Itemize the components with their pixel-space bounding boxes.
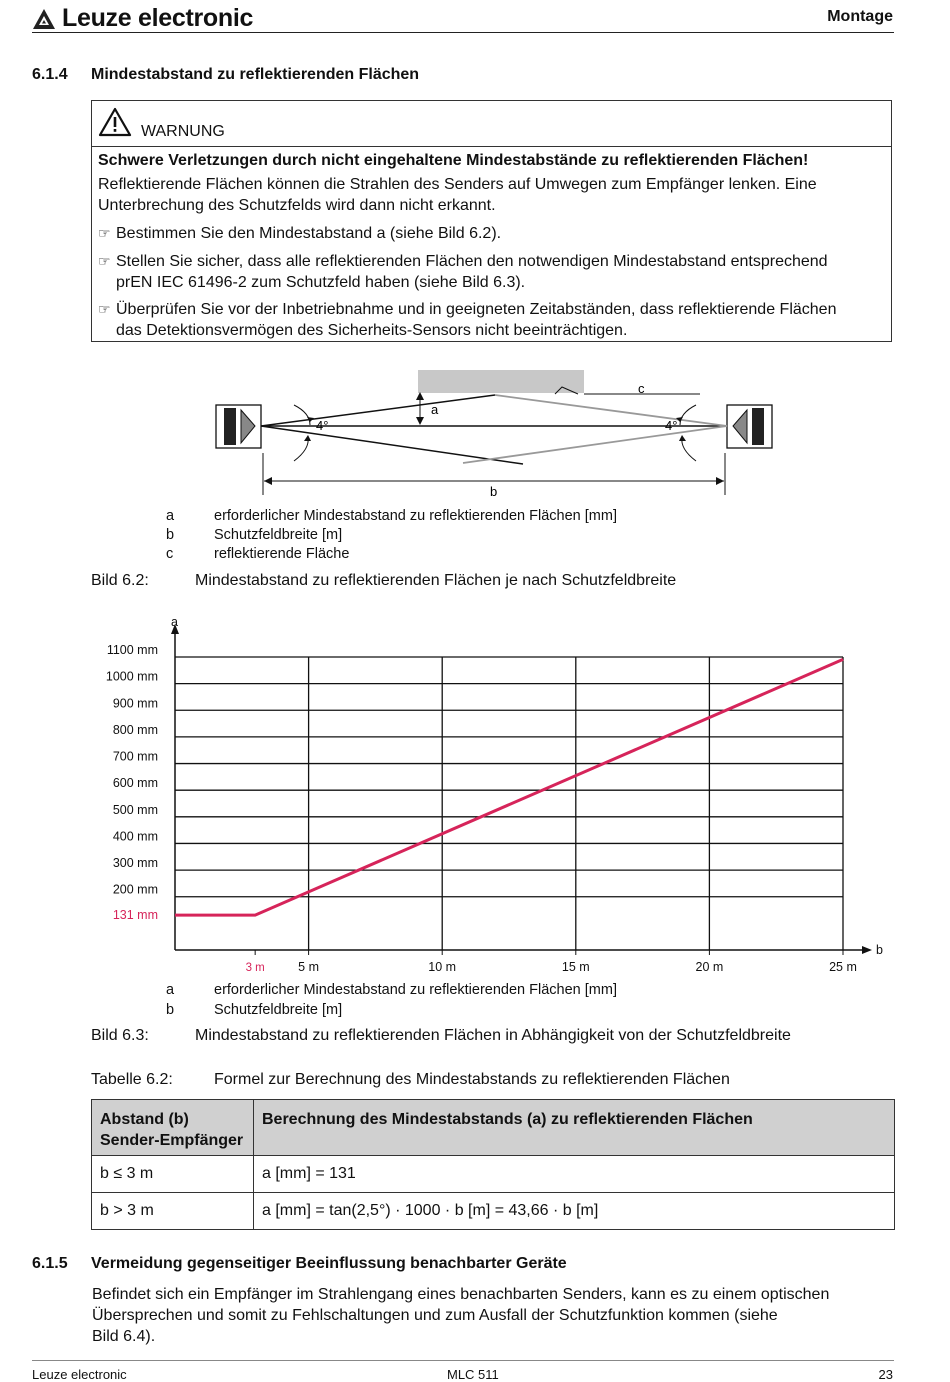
x-tick-label: 25 m [829,960,857,974]
warning-body-line: Reflektierende Flächen können die Strahlen des Senders auf Umwegen zum Empfänger lenken. Eine [98,174,817,195]
warning-headline: Schwere Verletzungen durch nicht eingehaltene Mindestabstände zu reflektierenden Flächen! [98,150,808,171]
angle-label-left: 4° [316,418,328,433]
table-header-cell: Berechnung des Mindestabstands (a) zu reflektierenden Flächen [254,1100,895,1156]
section-title: Mindestabstand zu reflektierenden Flächen [91,66,419,84]
warning-step-text: das Detektionsvermögen des Sicherheits-Sensors nicht beeinträchtigen. [116,320,627,341]
y-tick-label: 1100 mm [107,643,158,657]
y-tick-label: 400 mm [113,829,158,843]
y-tick-label: 200 mm [113,883,158,897]
y-tick-label: 131 mm [113,908,158,922]
y-axis-label: a [171,615,178,629]
table-cell: b > 3 m [92,1193,254,1230]
warning-triangle-icon [98,107,132,137]
section-number: 6.1.5 [32,1255,68,1273]
table-caption: Tabelle 6.2: Formel zur Berechnung des Mindestabstands zu reflektierenden Flächen [91,1071,891,1091]
y-tick-label: 800 mm [113,723,158,737]
warning-divider [92,146,891,147]
header-divider [32,32,894,33]
footer-brand: Leuze electronic [32,1367,127,1382]
legend-item: a erforderlicher Mindestabstand zu reflektierenden Flächen [mm] [166,508,766,526]
distance-label-a: a [431,402,439,417]
x-tick-label: 5 m [298,960,319,974]
reflection-diagram [210,365,780,500]
legend-item: c reflektierende Fläche [166,546,766,564]
table-header-row [92,1100,895,1156]
hand-pointer-icon: ☞ [98,251,116,272]
section-heading-6-1-4 [32,66,892,86]
warning-title: WARNUNG [141,123,225,141]
header-section-title: Montage [827,8,893,26]
width-label-b: b [490,484,497,499]
table-cell: a [mm] = 131 [254,1156,895,1193]
figure-caption: Bild 6.3: Mindestabstand zu reflektierenden Flächen in Abhängigkeit von der Schutzfeldbreite [91,1027,891,1047]
footer-divider [32,1360,894,1361]
leuze-logo-icon [32,8,56,30]
y-tick-label: 300 mm [113,856,158,870]
figure-caption: Bild 6.2: Mindestabstand zu reflektierenden Flächen je nach Schutzfeldbreite [91,572,871,592]
transmitter-device [216,405,261,448]
paragraph-line: Bild 6.4). [92,1326,155,1347]
warning-box [91,100,892,342]
x-axis-label: b [876,943,883,957]
series-line [175,659,843,915]
warning-body-line: Unterbrechung des Schutzfelds wird dann nicht erkannt. [98,195,496,216]
x-tick-label: 20 m [696,960,724,974]
y-tick-label: 700 mm [113,750,158,764]
hand-pointer-icon: ☞ [98,223,116,244]
paragraph-line: Übersprechen und somit zu Fehlschaltungen und zum Ausfall der Schutzfunktion kommen (siehe [92,1305,778,1326]
legend-item: b Schutzfeldbreite [m] [166,527,766,545]
brand-logo [32,4,253,33]
warning-step-text: Bestimmen Sie den Mindestabstand a (siehe Bild 6.2). [116,225,501,242]
legend-item: a erforderlicher Mindestabstand zu reflektierenden Flächen [mm] [166,982,766,1000]
legend-item: b Schutzfeldbreite [m] [166,1002,766,1020]
distance-chart [0,610,950,980]
warning-step-text: Stellen Sie sicher, dass alle reflektierenden Flächen den notwendigen Mindestabstand entsprechend [116,253,828,270]
formula-table [91,1099,895,1230]
paragraph-line: Befindet sich ein Empfänger im Strahlengang eines benachbarten Senders, kann es zu einem optischen [92,1284,829,1305]
angle-label-right: 4° [665,418,677,433]
x-tick-label: 15 m [562,960,590,974]
warning-step-text: Überprüfen Sie vor der Inbetriebnahme und in geeigneten Zeitabständen, dass reflektierende Flächen [116,301,836,318]
section-number: 6.1.4 [32,66,68,84]
x-axis-arrow [862,946,872,954]
warning-step [98,223,501,244]
warning-step [98,299,836,320]
warning-step-text: prEN IEC 61496-2 zum Schutzfeld haben (siehe Bild 6.3). [116,272,525,293]
y-tick-label: 1000 mm [106,670,158,684]
section-title: Vermeidung gegenseitiger Beeinflussung benachbarter Geräte [91,1255,567,1273]
brand-name: Leuze electronic [62,4,253,33]
table-header-cell: Abstand (b) Sender-Empfänger [92,1100,254,1156]
table-row [92,1156,895,1193]
y-tick-label: 600 mm [113,776,158,790]
footer-page-number: 23 [879,1367,893,1382]
surface-label-c: c [638,381,645,396]
y-tick-label: 900 mm [113,696,158,710]
receiver-device [727,405,772,448]
y-tick-label: 500 mm [113,803,158,817]
warning-step [98,251,828,272]
x-tick-label: 10 m [428,960,456,974]
x-tick-label: 3 m [246,962,265,974]
table-cell: b ≤ 3 m [92,1156,254,1193]
hand-pointer-icon: ☞ [98,299,116,320]
section-heading-6-1-5 [32,1255,892,1275]
footer-product: MLC 511 [447,1367,499,1382]
table-cell: a [mm] = tan(2,5°) · 1000 · b [m] = 43,66 · b [m] [254,1193,895,1230]
table-row [92,1193,895,1230]
